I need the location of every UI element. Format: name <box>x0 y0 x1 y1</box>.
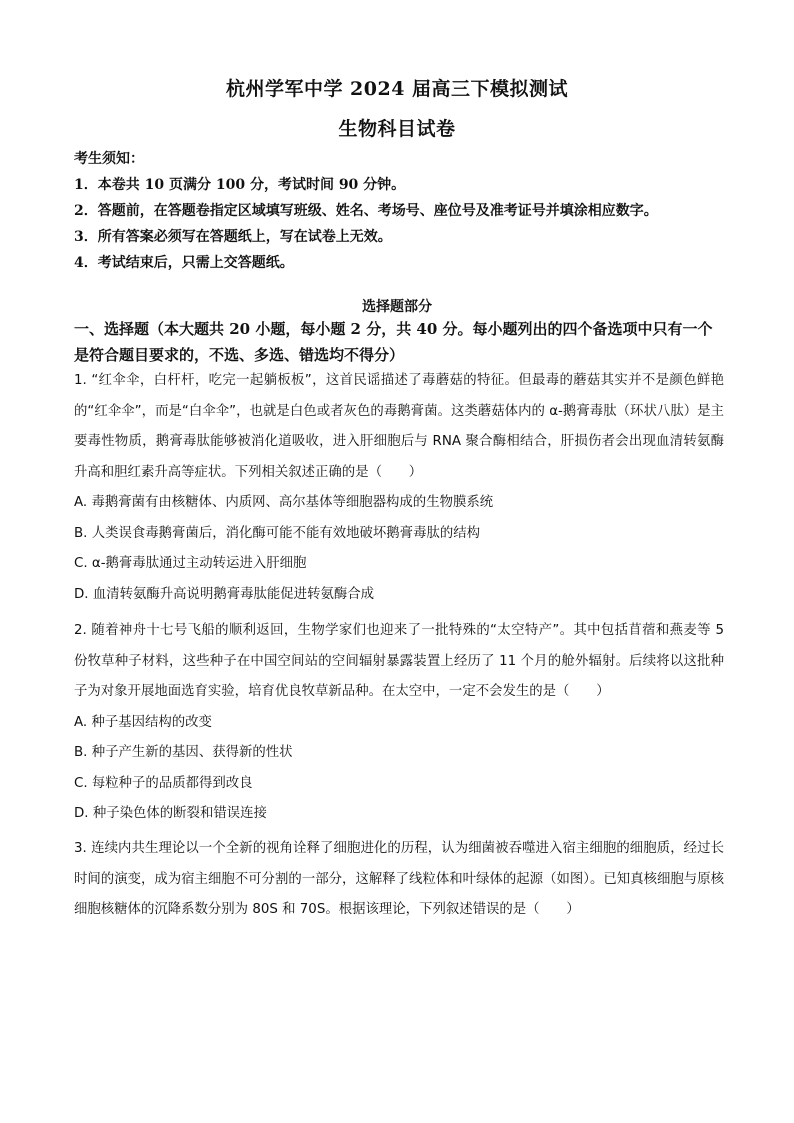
question-option: B. 人类误食毒鹅膏菌后，消化酶可能不能有效地破坏鹅膏毒肽的结构 <box>74 525 481 541</box>
part-heading: 一、选择题（本大题共 20 小题，每小题 2 分，共 40 分。每小题列出的四个备选项中只有一个是符合题目要求的，不选、多选、错选均不得分） <box>74 320 713 364</box>
question-2 <box>74 616 724 830</box>
question-option: D. 种子染色体的断裂和错误连接 <box>74 806 267 821</box>
notice-heading: 考生须知： <box>74 151 144 167</box>
notice-item: 3．所有答案必须写在答题纸上，写在试卷上无效。 <box>74 229 392 245</box>
question-1 <box>74 366 724 610</box>
exam-subtitle: 生物科目试卷 <box>338 118 456 140</box>
question-3 <box>74 834 724 926</box>
question-option: D. 血清转氨酶升高说明鹅膏毒肽能促进转氨酶合成 <box>74 586 375 602</box>
question-option: C. α-鹅膏毒肽通过主动转运进入肝细胞 <box>74 556 307 571</box>
exam-notice <box>74 146 724 276</box>
question-option: A. 种子基因结构的改变 <box>74 714 212 730</box>
exam-title: 杭州学军中学 2024 届高三下模拟测试 <box>225 78 569 100</box>
section-title: 选择题部分 <box>362 299 432 315</box>
question-stem: 3. 连续内共生理论以一个全新的视角诠释了细胞进化的历程，认为细菌被吞噬进入宿主细胞的细胞质，经过长时间的演变，成为宿主细胞不可分割的一部分，这解释了线粒体和叶绿体的起源（如图）。已知真核细胞与原核细胞核糖体的沉降系数分别为 80S 和 70S。根据该理论，下列叙述错误的是（ ） <box>74 841 724 917</box>
notice-item: 1．本卷共 10 页满分 100 分，考试时间 90 分钟。 <box>74 177 406 193</box>
notice-item: 2．答题前，在答题卷指定区域填写班级、姓名、考场号、座位号及准考证号并填涂相应数字。 <box>74 203 658 219</box>
notice-item: 4．考试结束后，只需上交答题纸。 <box>74 255 294 271</box>
question-option: A. 毒鹅膏菌有由核糖体、内质网、高尔基体等细胞器构成的生物膜系统 <box>74 495 494 510</box>
question-stem: 1. “红伞伞，白杆杆，吃完一起躺板板”，这首民谣描述了毒蘑菇的特征。但最毒的蘑菇其实并不是颜色鲜艳的“红伞伞”，而是“白伞伞”，也就是白色或者灰色的毒鹅膏菌。这类蘑菇体内的 α-鹅膏毒肽（环状八肽）是主要毒性物质，鹅膏毒肽能够被消化道吸收，进入肝细胞后与 RNA 聚合酶相结合，肝损伤者会出现血清转氨酶升高和胆红素升高等症状。下列相关叙述正确的是（ ） <box>74 373 724 480</box>
question-stem: 2. 随着神舟十七号飞船的顺利返回，生物学家们也迎来了一批特殊的“太空特产”。其中包括苜蓿和燕麦等 5 份牧草种子材料，这些种子在中国空间站的空间辐射暴露装置上经历了 11 个月的舱外辐射。后续将以这批种子为对象开展地面选育实验，培育优良牧草新品种。在太空中，一定不会发生的是（ ） <box>74 623 724 699</box>
question-option: B. 种子产生新的基因、获得新的性状 <box>74 745 293 760</box>
question-option: C. 每粒种子的品质都得到改良 <box>74 775 253 791</box>
